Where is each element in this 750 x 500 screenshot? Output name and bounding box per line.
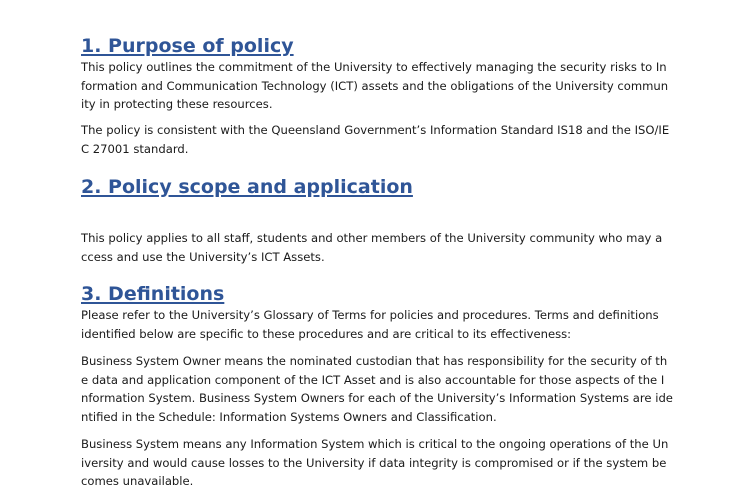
text-line: formation and Communication Technology (ICT) assets and the obligations of the University commun <box>81 78 669 93</box>
section-heading-definitions: 3. Definitions <box>81 283 225 305</box>
text-line: ccess and use the University’s ICT Assets. <box>81 249 325 264</box>
text-line: e data and application component of the ICT Asset and is also accountable for those aspects of the I <box>81 372 665 387</box>
text-line: Please refer to the University’s Glossary of Terms for policies and procedures. Terms and definitions <box>81 308 659 322</box>
paragraph-definitions-1 <box>81 306 681 343</box>
text-line: iversity and would cause losses to the University if data integrity is compromised or if the system be <box>81 455 667 470</box>
text-line: nformation System. Business System Owners for each of the University’s Information Systems are ide <box>81 391 673 405</box>
text-line: This policy applies to all staff, students and other members of the University community who may a <box>81 231 663 245</box>
text-line: C 27001 standard. <box>81 141 189 156</box>
text-line: Business System means any Information System which is critical to the ongoing operations of the Un <box>81 437 669 451</box>
text-line: Business System Owner means the nominated custodian that has responsibility for the security of th <box>81 354 668 368</box>
section-heading-scope: 2. Policy scope and application <box>81 176 413 198</box>
paragraph-scope-1 <box>81 229 681 266</box>
text-line: ntified in the Schedule: Information Systems Owners and Classification. <box>81 409 497 424</box>
paragraph-purpose-2 <box>81 121 681 158</box>
paragraph-definitions-3 <box>81 435 681 491</box>
paragraph-definitions-2 <box>81 352 681 426</box>
section-heading-purpose: 1. Purpose of policy <box>81 35 294 57</box>
text-line: comes unavailable. <box>81 474 194 488</box>
text-line: This policy outlines the commitment of the University to effectively managing the security risks to In <box>81 60 667 74</box>
text-line: identified below are specific to these procedures and are critical to its effectiveness: <box>81 326 572 341</box>
paragraph-purpose-1 <box>81 58 681 114</box>
text-line: ity in protecting these resources. <box>81 97 273 111</box>
text-line: The policy is consistent with the Queensland Government’s Information Standard IS18 and the ISO/IE <box>81 123 670 137</box>
